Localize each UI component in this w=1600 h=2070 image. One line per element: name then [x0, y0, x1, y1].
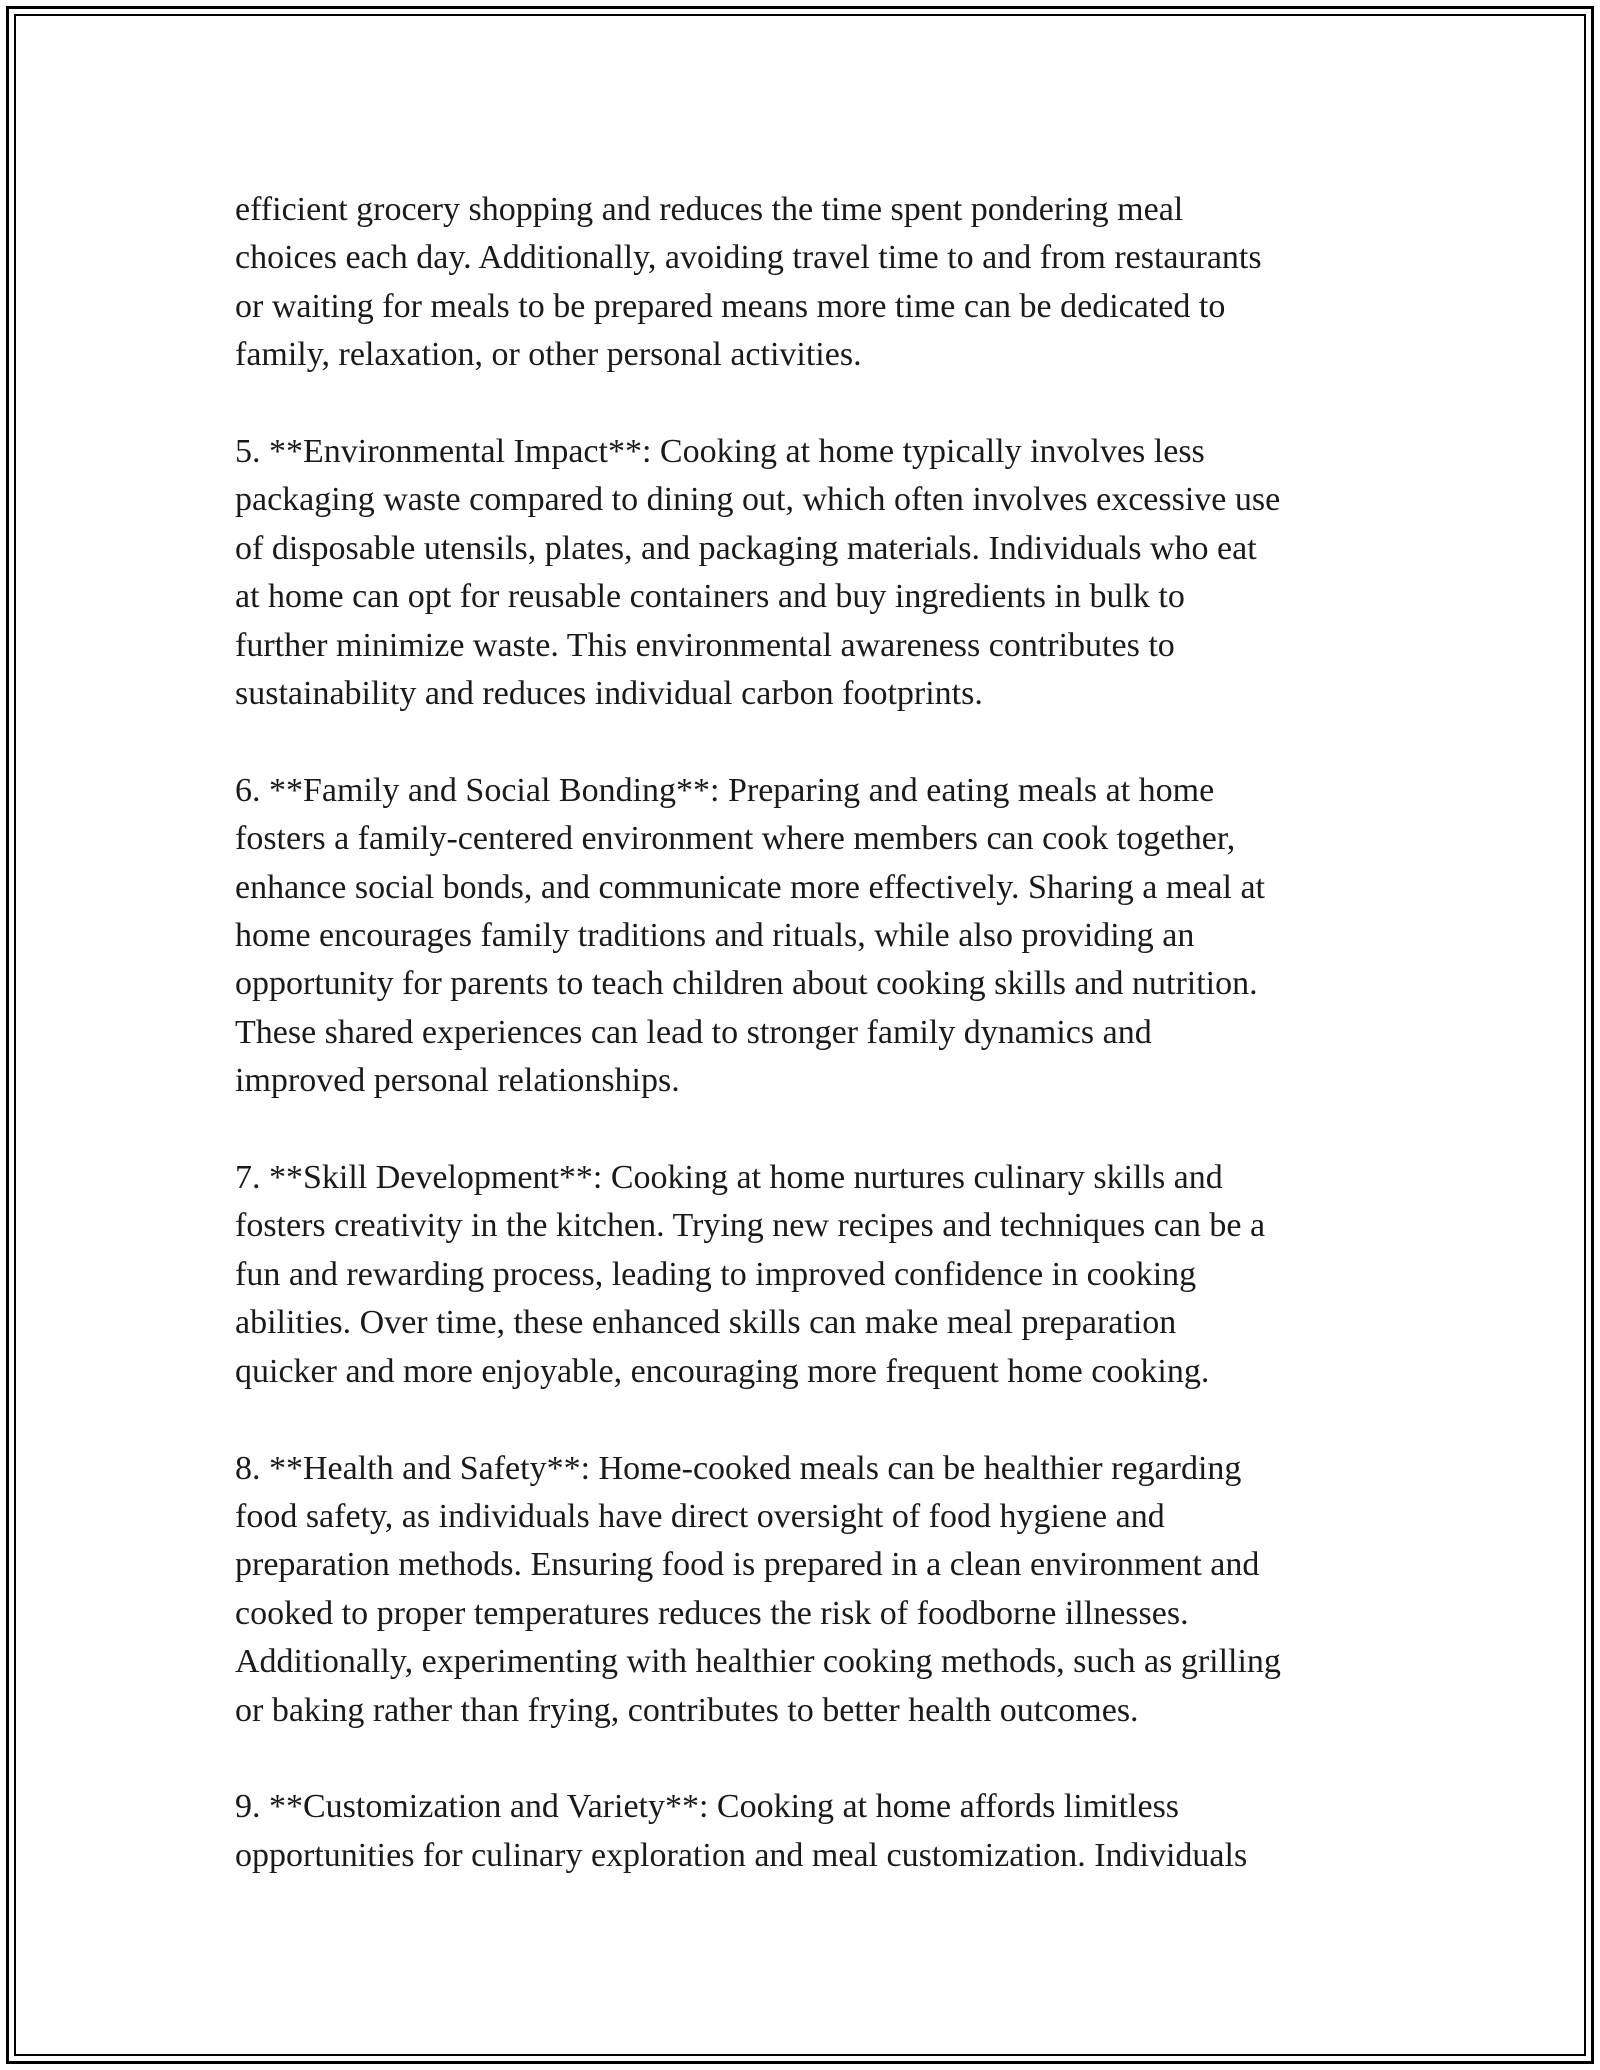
- text-line: packaging waste compared to dining out, which often involves excessive use: [235, 481, 1281, 519]
- text-line: efficient grocery shopping and reduces the time spent pondering meal: [235, 191, 1184, 228]
- text-line: food safety, as individuals have direct oversight of food hygiene and: [235, 1497, 1165, 1535]
- text-line: fosters a family-centered environment where members can cook together,: [235, 820, 1236, 858]
- text-line: 8. **Health and Safety**: Home-cooked meals can be healthier regarding: [235, 1449, 1242, 1487]
- text-line: home encourages family traditions and rituals, while also providing an: [235, 917, 1195, 955]
- text-line: 6. **Family and Social Bonding**: Preparing and eating meals at home: [235, 771, 1215, 809]
- text-line: enhance social bonds, and communicate more effectively. Sharing a meal at: [235, 868, 1265, 906]
- text-line: choices each day. Additionally, avoiding travel time to and from restaurants: [235, 239, 1262, 277]
- paragraph-skill-development: [235, 1154, 1390, 1396]
- text-line: abilities. Over time, these enhanced skills can make meal preparation: [235, 1304, 1177, 1342]
- text-line: further minimize waste. This environmental awareness contributes to: [235, 626, 1175, 664]
- text-line: family, relaxation, or other personal activities.: [235, 336, 862, 374]
- text-line: preparation methods. Ensuring food is prepared in a clean environment and: [235, 1546, 1260, 1584]
- text-line: These shared experiences can lead to stronger family dynamics and: [235, 1013, 1152, 1051]
- paragraph-time-savings-continued: [235, 186, 1390, 380]
- text-line: 5. **Environmental Impact**: Cooking at home typically involves less: [235, 433, 1205, 471]
- text-line: sustainability and reduces individual carbon footprints.: [235, 675, 983, 713]
- text-line: 7. **Skill Development**: Cooking at home nurtures culinary skills and: [235, 1159, 1223, 1197]
- paragraph-environmental-impact: [235, 428, 1390, 718]
- text-line: of disposable utensils, plates, and packaging materials. Individuals who eat: [235, 529, 1257, 567]
- text-line: or waiting for meals to be prepared means more time can be dedicated to: [235, 287, 1226, 325]
- text-line: Additionally, experimenting with healthier cooking methods, such as grilling: [235, 1643, 1281, 1681]
- document-body: [235, 186, 1390, 1880]
- paragraph-family-social-bonding: [235, 767, 1390, 1106]
- text-line: or baking rather than frying, contributes to better health outcomes.: [235, 1691, 1139, 1729]
- text-line: opportunities for culinary exploration and meal customization. Individuals: [235, 1836, 1248, 1874]
- text-line: quicker and more enjoyable, encouraging more frequent home cooking.: [235, 1352, 1210, 1390]
- text-line: improved personal relationships.: [235, 1062, 680, 1100]
- text-line: fun and rewarding process, leading to improved confidence in cooking: [235, 1255, 1197, 1293]
- paragraph-health-safety: [235, 1445, 1390, 1735]
- text-line: 9. **Customization and Variety**: Cooking at home affords limitless: [235, 1788, 1180, 1826]
- text-line: cooked to proper temperatures reduces the risk of foodborne illnesses.: [235, 1594, 1189, 1632]
- text-line: at home can opt for reusable containers and buy ingredients in bulk to: [235, 578, 1185, 616]
- text-line: fosters creativity in the kitchen. Trying new recipes and techniques can be a: [235, 1207, 1266, 1245]
- text-line: opportunity for parents to teach children about cooking skills and nutrition.: [235, 965, 1258, 1003]
- paragraph-customization-variety: [235, 1783, 1390, 1880]
